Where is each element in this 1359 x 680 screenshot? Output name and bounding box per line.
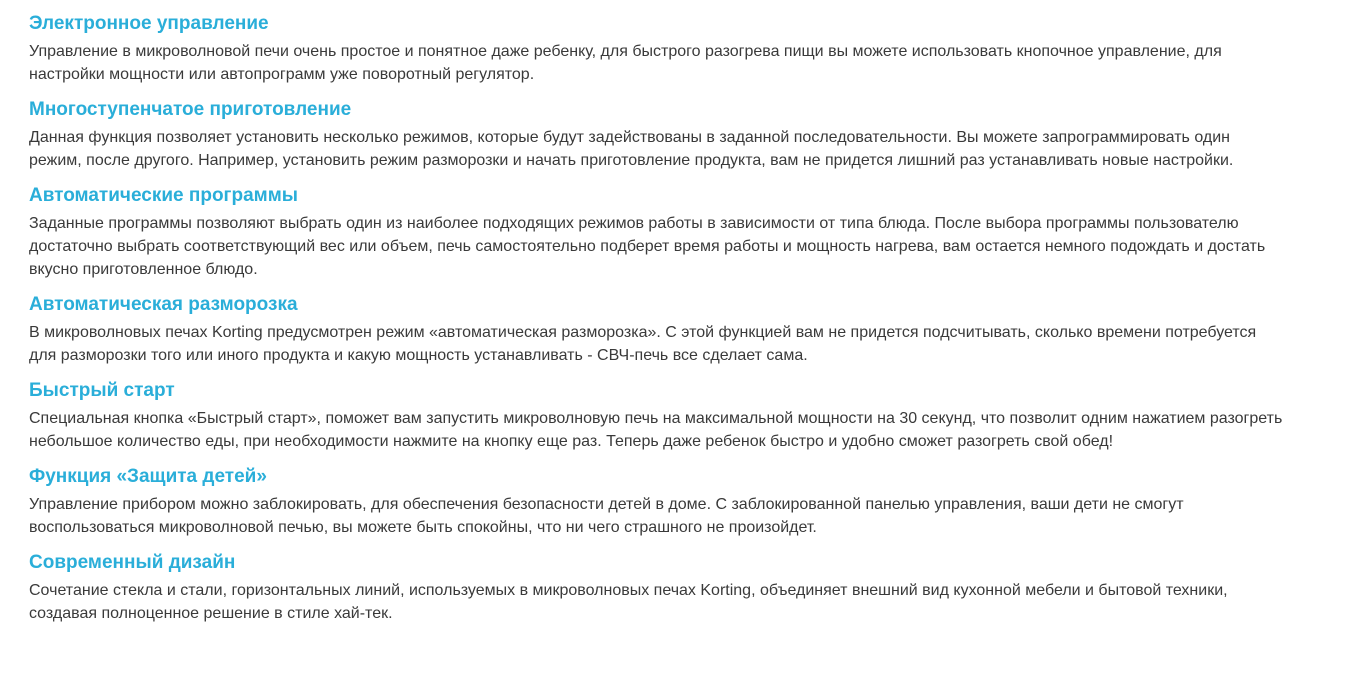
feature-description [29, 579, 1349, 625]
feature-description [29, 40, 1349, 86]
feature-title: Функция «Защита детей» [29, 466, 267, 487]
feature-text-line: В микроволновых печах Korting предусмотрен режим «автоматическая разморозка». С этой функцией вам не придется подсчитывать, сколько времени потребуется [29, 324, 1257, 341]
feature-child-lock [29, 465, 1349, 539]
feature-text-line: создавая полноценное решение в стиле хай-тек. [29, 605, 393, 622]
feature-quick-start [29, 379, 1349, 453]
feature-text-line: для разморозки того или иного продукта и какую мощность устанавливать - СВЧ-печь все сделает сама. [29, 347, 808, 364]
feature-text-line: воспользоваться микроволновой печью, вы можете быть спокойны, что ни чего страшного не произойдет. [29, 519, 817, 536]
feature-text-line: достаточно выбрать соответствующий вес или объем, печь самостоятельно подберет время работы и мощность нагрева, вам остается немного подождать и достать [29, 238, 1266, 255]
feature-description [29, 321, 1349, 367]
feature-text-line: режим, после другого. Например, установить режим разморозки и начать приготовление продукта, вам не придется лишний раз устанавливать новые настройки. [29, 152, 1234, 169]
feature-description [29, 126, 1349, 172]
feature-text-line: вкусно приготовленное блюдо. [29, 261, 258, 278]
feature-title: Автоматическая разморозка [29, 294, 298, 315]
feature-text-line: Данная функция позволяет установить несколько режимов, которые будут задействованы в заданной последовательности. Вы можете запрограммировать один [29, 129, 1230, 146]
feature-electronic-control [29, 12, 1349, 86]
feature-title: Многоступенчатое приготовление [29, 99, 352, 120]
feature-description [29, 212, 1349, 281]
feature-auto-programs [29, 184, 1349, 281]
feature-description [29, 493, 1349, 539]
feature-title: Современный дизайн [29, 552, 236, 573]
feature-title: Быстрый старт [29, 380, 175, 401]
feature-text-line: Заданные программы позволяют выбрать один из наиболее подходящих режимов работы в зависимости от типа блюда. После выбора программы пользователю [29, 215, 1239, 232]
feature-description [29, 407, 1349, 453]
feature-text-line: Управление прибором можно заблокировать, для обеспечения безопасности детей в доме. С заблокированной панелью управления, ваши дети не смогут [29, 496, 1184, 513]
feature-text-line: настройки мощности или автопрограмм уже поворотный регулятор. [29, 66, 535, 83]
feature-multistage-cooking [29, 98, 1349, 172]
feature-title: Автоматические программы [29, 185, 298, 206]
feature-title: Электронное управление [29, 13, 269, 34]
feature-text-line: Управление в микроволновой печи очень простое и понятное даже ребенку, для быстрого разогрева пищи вы можете использовать кнопочное управление, для [29, 43, 1222, 60]
feature-auto-defrost [29, 293, 1349, 367]
feature-text-line: Сочетание стекла и стали, горизонтальных линий, используемых в микроволновых печах Korting, объединяет внешний вид кухонной мебели и бытовой техники, [29, 582, 1228, 599]
feature-text-line: небольшое количество еды, при необходимости нажмите на кнопку еще раз. Теперь даже ребенок быстро и удобно сможет разогреть свой обед! [29, 433, 1114, 450]
feature-modern-design [29, 551, 1349, 625]
feature-text-line: Специальная кнопка «Быстрый старт», поможет вам запустить микроволновую печь на максимальной мощности на 30 секунд, что позволит одним нажатием разогреть [29, 410, 1283, 427]
